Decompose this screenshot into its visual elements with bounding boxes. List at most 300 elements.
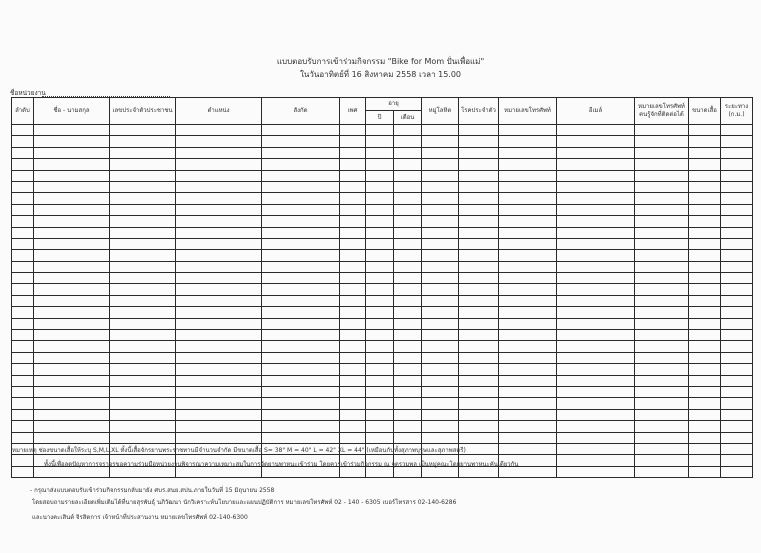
form-subtitle: ในวันอาทิตย์ที่ 16 สิงหาคม 2558 เวลา 15.00 xyxy=(299,70,462,79)
blank-cell xyxy=(176,352,262,363)
blank-cell xyxy=(422,432,459,443)
blank-cell xyxy=(689,284,721,295)
blank-cell xyxy=(459,330,499,341)
blank-cell xyxy=(110,375,176,386)
blank-cell xyxy=(340,273,366,284)
blank-cell xyxy=(394,398,422,409)
blank-cell xyxy=(394,216,422,227)
blank-cell xyxy=(12,238,34,249)
blank-cell xyxy=(422,341,459,352)
blank-cell xyxy=(340,125,366,136)
blank-cell xyxy=(34,284,110,295)
blank-cell xyxy=(12,216,34,227)
blank-cell xyxy=(340,147,366,158)
blank-cell xyxy=(176,147,262,158)
blank-cell xyxy=(635,216,689,227)
blank-cell xyxy=(721,238,753,249)
blank-cell xyxy=(12,284,34,295)
blank-cell xyxy=(499,307,557,318)
blank-cell xyxy=(110,409,176,420)
blank-cell xyxy=(499,193,557,204)
blank-cell xyxy=(340,193,366,204)
blank-cell xyxy=(366,352,394,363)
blank-cell xyxy=(689,386,721,397)
blank-cell xyxy=(176,364,262,375)
table-row xyxy=(12,386,753,397)
blank-cell xyxy=(459,307,499,318)
blank-cell xyxy=(394,352,422,363)
blank-cell xyxy=(262,273,340,284)
blank-cell xyxy=(557,159,635,170)
blank-cell xyxy=(12,352,34,363)
table-row xyxy=(12,216,753,227)
blank-cell xyxy=(34,125,110,136)
blank-cell xyxy=(12,147,34,158)
blank-cell xyxy=(721,159,753,170)
blank-cell xyxy=(459,170,499,181)
blank-cell xyxy=(499,398,557,409)
blank-cell xyxy=(366,375,394,386)
blank-cell xyxy=(635,159,689,170)
table-row xyxy=(12,136,753,147)
header-affiliation: สังกัด xyxy=(262,98,340,125)
blank-cell xyxy=(422,216,459,227)
header-blood-type: หมู่โลหิต xyxy=(422,98,459,125)
blank-cell xyxy=(557,250,635,261)
blank-cell xyxy=(721,455,753,466)
blank-cell xyxy=(422,284,459,295)
blank-cell xyxy=(721,443,753,454)
blank-cell xyxy=(689,421,721,432)
blank-cell xyxy=(34,238,110,249)
blank-cell xyxy=(340,170,366,181)
blank-cell xyxy=(689,204,721,215)
blank-cell xyxy=(262,352,340,363)
blank-cell xyxy=(721,341,753,352)
blank-cell xyxy=(394,273,422,284)
header-id-number: เลขประจำตัวประชาชน xyxy=(110,98,176,125)
blank-cell xyxy=(689,443,721,454)
blank-cell xyxy=(394,250,422,261)
blank-cell xyxy=(394,307,422,318)
blank-cell xyxy=(340,227,366,238)
blank-cell xyxy=(340,284,366,295)
blank-cell xyxy=(176,398,262,409)
table-row xyxy=(12,318,753,329)
blank-cell xyxy=(635,261,689,272)
blank-cell xyxy=(557,421,635,432)
blank-cell xyxy=(110,352,176,363)
blank-cell xyxy=(422,147,459,158)
blank-cell xyxy=(34,295,110,306)
blank-cell xyxy=(110,238,176,249)
blank-cell xyxy=(635,273,689,284)
blank-cell xyxy=(12,125,34,136)
blank-cell xyxy=(459,193,499,204)
blank-cell xyxy=(34,147,110,158)
blank-cell xyxy=(394,318,422,329)
blank-cell xyxy=(422,295,459,306)
blank-cell xyxy=(721,375,753,386)
blank-cell xyxy=(394,181,422,192)
blank-cell xyxy=(557,386,635,397)
blank-cell xyxy=(459,204,499,215)
header-position: ตำแหน่ง xyxy=(176,98,262,125)
blank-cell xyxy=(635,204,689,215)
table-row xyxy=(12,295,753,306)
blank-cell xyxy=(459,364,499,375)
table-row xyxy=(12,147,753,158)
blank-cell xyxy=(557,364,635,375)
blank-cell xyxy=(422,398,459,409)
blank-cell xyxy=(340,261,366,272)
blank-cell xyxy=(262,238,340,249)
table-row xyxy=(12,307,753,318)
blank-cell xyxy=(721,295,753,306)
blank-cell xyxy=(557,181,635,192)
blank-cell xyxy=(176,125,262,136)
blank-cell xyxy=(262,295,340,306)
blank-cell xyxy=(459,352,499,363)
blank-cell xyxy=(499,238,557,249)
blank-cell xyxy=(689,216,721,227)
blank-cell xyxy=(176,216,262,227)
blank-cell xyxy=(422,364,459,375)
blank-cell xyxy=(635,307,689,318)
blank-cell xyxy=(499,147,557,158)
blank-cell xyxy=(12,307,34,318)
blank-cell xyxy=(176,432,262,443)
blank-cell xyxy=(557,432,635,443)
blank-cell xyxy=(176,159,262,170)
blank-cell xyxy=(557,443,635,454)
blank-cell xyxy=(557,238,635,249)
blank-cell xyxy=(340,238,366,249)
blank-cell xyxy=(366,170,394,181)
blank-cell xyxy=(340,295,366,306)
blank-cell xyxy=(721,204,753,215)
blank-cell xyxy=(422,318,459,329)
blank-cell xyxy=(499,409,557,420)
blank-cell xyxy=(12,250,34,261)
blank-cell xyxy=(557,307,635,318)
blank-cell xyxy=(340,250,366,261)
blank-cell xyxy=(394,238,422,249)
blank-cell xyxy=(459,159,499,170)
blank-cell xyxy=(340,432,366,443)
blank-cell xyxy=(689,307,721,318)
blank-cell xyxy=(110,204,176,215)
blank-cell xyxy=(689,125,721,136)
blank-cell xyxy=(176,136,262,147)
blank-cell xyxy=(459,125,499,136)
blank-cell xyxy=(110,273,176,284)
blank-cell xyxy=(34,170,110,181)
blank-cell xyxy=(340,216,366,227)
blank-cell xyxy=(557,136,635,147)
blank-cell xyxy=(394,375,422,386)
blank-cell xyxy=(721,398,753,409)
blank-cell xyxy=(110,181,176,192)
blank-cell xyxy=(557,147,635,158)
blank-cell xyxy=(459,421,499,432)
blank-cell xyxy=(394,227,422,238)
blank-cell xyxy=(689,261,721,272)
contact-note-primary: โดยสอบถามรายละเอียดเพิ่มเติมได้ที่นายสุรพันธุ์ นภิวัฒนา นักวิเคราะห์นโยบายและแผนปฏิบัติการ หมายเลขโทรศัพท์ 02 - 140 - 6305 เบอร์โทรสาร 02-140-6286 xyxy=(32,499,457,506)
blank-cell xyxy=(689,147,721,158)
header-order: ลำดับ xyxy=(12,98,34,125)
table-row xyxy=(12,261,753,272)
blank-cell xyxy=(459,341,499,352)
blank-cell xyxy=(12,227,34,238)
blank-cell xyxy=(394,193,422,204)
blank-cell xyxy=(176,238,262,249)
deadline-note: - กรุณาส่งแบบตอบรับเข้าร่วมกิจกรรมกลับมายัง ศบร.สนย.สปน.ภายในวันที่ 15 มิถุนายน 2558 xyxy=(30,487,275,494)
blank-cell xyxy=(262,159,340,170)
blank-cell xyxy=(394,386,422,397)
blank-cell xyxy=(394,261,422,272)
blank-cell xyxy=(110,330,176,341)
blank-cell xyxy=(12,432,34,443)
blank-cell xyxy=(422,227,459,238)
blank-cell xyxy=(340,409,366,420)
blank-cell xyxy=(262,227,340,238)
blank-cell xyxy=(12,466,34,477)
safety-note: ทั้งนี้เพื่อลดปัญหาการจราจรขอความร่วมมือหน่วยงานพิจารณาความเหมาะสมในการจัดยานพาหนะเข้าร่วม โดยควรเข้าร่วมกิจกรรม ณ จุดรวมพล เป็นหมู่คณะโดยยานพาหนะคันเดียวกัน xyxy=(44,461,519,468)
blank-cell xyxy=(366,250,394,261)
blank-cell xyxy=(262,216,340,227)
header-age-months: เดือน xyxy=(394,111,422,125)
blank-cell xyxy=(12,330,34,341)
blank-cell xyxy=(262,261,340,272)
blank-cell xyxy=(12,421,34,432)
blank-cell xyxy=(689,318,721,329)
blank-cell xyxy=(721,273,753,284)
blank-cell xyxy=(366,409,394,420)
blank-cell xyxy=(422,193,459,204)
blank-cell xyxy=(422,421,459,432)
table-row xyxy=(12,170,753,181)
blank-cell xyxy=(340,307,366,318)
blank-cell xyxy=(689,364,721,375)
blank-cell xyxy=(34,227,110,238)
blank-cell xyxy=(499,227,557,238)
blank-cell xyxy=(422,159,459,170)
blank-cell xyxy=(34,364,110,375)
blank-cell xyxy=(557,375,635,386)
blank-cell xyxy=(557,341,635,352)
table-row xyxy=(12,432,753,443)
table-row xyxy=(12,273,753,284)
table-row xyxy=(12,159,753,170)
blank-cell xyxy=(499,341,557,352)
blank-cell xyxy=(459,227,499,238)
blank-cell xyxy=(110,398,176,409)
blank-cell xyxy=(422,386,459,397)
blank-cell xyxy=(635,443,689,454)
blank-cell xyxy=(12,261,34,272)
blank-cell xyxy=(34,216,110,227)
blank-cell xyxy=(689,432,721,443)
blank-cell xyxy=(34,181,110,192)
blank-cell xyxy=(499,125,557,136)
blank-cell xyxy=(459,318,499,329)
blank-cell xyxy=(422,307,459,318)
blank-cell xyxy=(34,250,110,261)
blank-cell xyxy=(557,330,635,341)
blank-cell xyxy=(366,193,394,204)
header-distance: ระยะทาง (ก.ม.) xyxy=(721,98,753,125)
blank-cell xyxy=(635,455,689,466)
blank-cell xyxy=(12,295,34,306)
blank-cell xyxy=(366,307,394,318)
blank-cell xyxy=(721,421,753,432)
table-row xyxy=(12,227,753,238)
header-gender: เพศ xyxy=(340,98,366,125)
blank-cell xyxy=(499,375,557,386)
blank-cell xyxy=(340,386,366,397)
blank-cell xyxy=(635,386,689,397)
blank-cell xyxy=(262,136,340,147)
blank-cell xyxy=(262,307,340,318)
blank-cell xyxy=(689,398,721,409)
blank-cell xyxy=(499,364,557,375)
header-disease: โรคประจำตัว xyxy=(459,98,499,125)
blank-cell xyxy=(366,295,394,306)
blank-cell xyxy=(721,352,753,363)
blank-cell xyxy=(176,250,262,261)
registration-table-body xyxy=(12,125,753,478)
blank-cell xyxy=(689,341,721,352)
blank-cell xyxy=(459,250,499,261)
blank-cell xyxy=(176,375,262,386)
blank-cell xyxy=(366,136,394,147)
blank-cell xyxy=(721,193,753,204)
blank-cell xyxy=(499,181,557,192)
blank-cell xyxy=(499,170,557,181)
blank-cell xyxy=(459,398,499,409)
blank-cell xyxy=(689,330,721,341)
blank-cell xyxy=(689,250,721,261)
blank-cell xyxy=(557,352,635,363)
blank-cell xyxy=(499,421,557,432)
blank-cell xyxy=(459,375,499,386)
blank-cell xyxy=(499,330,557,341)
blank-cell xyxy=(110,261,176,272)
blank-cell xyxy=(34,204,110,215)
organization-label: ชื่อหน่วยงาน xyxy=(10,89,46,97)
blank-cell xyxy=(12,375,34,386)
blank-cell xyxy=(110,341,176,352)
blank-cell xyxy=(34,159,110,170)
blank-cell xyxy=(366,125,394,136)
blank-cell xyxy=(635,170,689,181)
blank-cell xyxy=(176,421,262,432)
blank-cell xyxy=(366,147,394,158)
blank-cell xyxy=(12,409,34,420)
blank-cell xyxy=(499,273,557,284)
table-row xyxy=(12,421,753,432)
blank-cell xyxy=(557,193,635,204)
blank-cell xyxy=(422,375,459,386)
blank-cell xyxy=(176,284,262,295)
blank-cell xyxy=(110,364,176,375)
blank-cell xyxy=(721,136,753,147)
blank-cell xyxy=(557,284,635,295)
blank-cell xyxy=(340,181,366,192)
blank-cell xyxy=(721,181,753,192)
blank-cell xyxy=(12,181,34,192)
table-row xyxy=(12,375,753,386)
table-row xyxy=(12,364,753,375)
blank-cell xyxy=(366,216,394,227)
blank-cell xyxy=(340,352,366,363)
registration-table xyxy=(11,97,753,478)
blank-cell xyxy=(689,375,721,386)
blank-cell xyxy=(635,250,689,261)
blank-cell xyxy=(499,261,557,272)
blank-cell xyxy=(721,432,753,443)
blank-cell xyxy=(721,466,753,477)
blank-cell xyxy=(459,147,499,158)
blank-cell xyxy=(689,295,721,306)
blank-cell xyxy=(422,409,459,420)
blank-cell xyxy=(394,295,422,306)
blank-cell xyxy=(689,159,721,170)
blank-cell xyxy=(340,136,366,147)
blank-cell xyxy=(34,375,110,386)
blank-cell xyxy=(422,170,459,181)
blank-cell xyxy=(721,318,753,329)
table-row xyxy=(12,330,753,341)
blank-cell xyxy=(366,421,394,432)
blank-cell xyxy=(176,295,262,306)
blank-cell xyxy=(499,284,557,295)
blank-cell xyxy=(557,398,635,409)
table-row xyxy=(12,409,753,420)
blank-cell xyxy=(262,284,340,295)
blank-cell xyxy=(12,398,34,409)
table-row xyxy=(12,341,753,352)
blank-cell xyxy=(262,318,340,329)
blank-cell xyxy=(110,227,176,238)
blank-cell xyxy=(499,432,557,443)
blank-cell xyxy=(721,364,753,375)
blank-cell xyxy=(262,421,340,432)
blank-cell xyxy=(557,170,635,181)
blank-cell xyxy=(499,443,557,454)
blank-cell xyxy=(557,295,635,306)
blank-cell xyxy=(12,170,34,181)
blank-cell xyxy=(262,398,340,409)
header-email: อีเมล์ xyxy=(557,98,635,125)
blank-cell xyxy=(557,273,635,284)
header-phone: หมายเลขโทรศัพท์ xyxy=(499,98,557,125)
blank-cell xyxy=(110,295,176,306)
header-name: ชื่อ - นามสกุล xyxy=(34,98,110,125)
blank-cell xyxy=(557,216,635,227)
blank-cell xyxy=(635,238,689,249)
blank-cell xyxy=(34,386,110,397)
blank-cell xyxy=(635,330,689,341)
blank-cell xyxy=(366,432,394,443)
blank-cell xyxy=(340,375,366,386)
blank-cell xyxy=(394,409,422,420)
blank-cell xyxy=(635,295,689,306)
blank-cell xyxy=(635,352,689,363)
blank-cell xyxy=(12,341,34,352)
blank-cell xyxy=(459,386,499,397)
